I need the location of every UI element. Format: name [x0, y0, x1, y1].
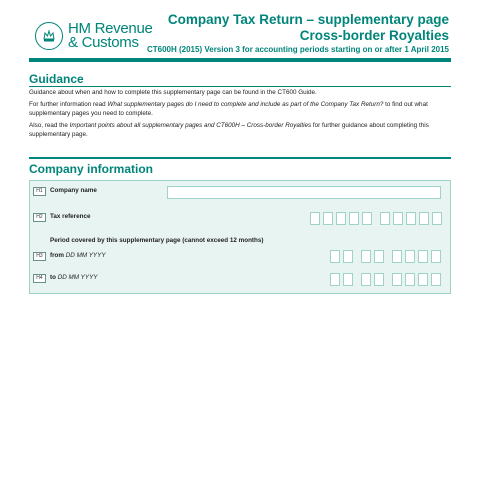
date-cell[interactable]	[431, 273, 441, 286]
date-cell[interactable]	[392, 250, 402, 263]
date-cell[interactable]	[343, 250, 353, 263]
page-header	[0, 0, 480, 62]
date-format-hint: DD MM YYYY	[65, 252, 106, 259]
tax-reference-cell[interactable]	[349, 212, 359, 225]
date-cell[interactable]	[343, 273, 353, 286]
date-cell[interactable]	[418, 250, 428, 263]
guidance-important-points: Important points about all supplementary pages and CT600H – Cross-border Royalties	[69, 122, 312, 129]
date-cell[interactable]	[330, 250, 340, 263]
guidance-paragraph-2: For further information read What supplementary pages do I need to complete and include as part of the Company Tax Return? to find out what supplementary pages you need to complete.	[29, 101, 428, 117]
header-divider	[29, 58, 451, 62]
tax-reference-cell[interactable]	[380, 212, 390, 225]
date-format-hint: DD MM YYYY	[57, 274, 98, 281]
company-divider	[29, 157, 451, 159]
period-to-label: to DD MM YYYY	[50, 274, 98, 281]
date-cell[interactable]	[431, 250, 441, 263]
date-cell[interactable]	[405, 273, 415, 286]
tax-reference-cell[interactable]	[362, 212, 372, 225]
date-cell[interactable]	[374, 250, 384, 263]
hmrc-logo	[35, 22, 153, 50]
tax-reference-cell[interactable]	[393, 212, 403, 225]
date-cell[interactable]	[392, 273, 402, 286]
date-cell[interactable]	[418, 273, 428, 286]
date-cell[interactable]	[361, 273, 371, 286]
company-name-label: Company name	[50, 187, 97, 194]
tax-reference-cell[interactable]	[310, 212, 320, 225]
tax-reference-cell[interactable]	[323, 212, 333, 225]
period-note: Period covered by this supplementary page (cannot exceed 12 months)	[50, 237, 264, 244]
guidance-divider	[29, 86, 451, 87]
box-code-h2: H2	[33, 213, 46, 222]
box-code-h3: H3	[33, 252, 46, 261]
crown-crest-icon	[35, 22, 63, 50]
box-code-h1: H1	[33, 187, 46, 196]
box-code-h4: H4	[33, 274, 46, 283]
tax-reference-cell[interactable]	[432, 212, 442, 225]
tax-reference-cell[interactable]	[336, 212, 346, 225]
date-cell[interactable]	[361, 250, 371, 263]
tax-reference-cell[interactable]	[406, 212, 416, 225]
period-from-label: from DD MM YYYY	[50, 252, 106, 259]
logo-wordmark	[68, 22, 153, 50]
guidance-paragraph-1: Guidance about when and how to complete this supplementary page can be found in the CT600 Guide.	[29, 89, 317, 96]
date-cell[interactable]	[405, 250, 415, 263]
date-cell[interactable]	[330, 273, 340, 286]
tax-reference-label: Tax reference	[50, 213, 91, 220]
guidance-paragraph-3: Also, read the Important points about all supplementary pages and CT600H – Cross-border Royalties for further guidance about completing this supplementary page.	[29, 122, 429, 138]
date-cell[interactable]	[374, 273, 384, 286]
company-heading: Company information	[29, 162, 154, 176]
page-title: Company Tax Return – supplementary page	[167, 12, 449, 27]
form-reference: CT600H (2015) Version 3 for accounting periods starting on or after 1 April 2015	[146, 45, 449, 54]
guidance-link-text: What supplementary pages do I need to complete and include as part of the Company Tax Return?	[107, 101, 384, 108]
page-subtitle: Cross-border Royalties	[299, 28, 449, 43]
logo-line-1: HM Revenue	[68, 20, 153, 37]
logo-line-2: & Customs	[68, 34, 139, 51]
tax-reference-cell[interactable]	[419, 212, 429, 225]
company-name-field[interactable]	[167, 186, 441, 199]
guidance-heading: Guidance	[29, 72, 84, 86]
